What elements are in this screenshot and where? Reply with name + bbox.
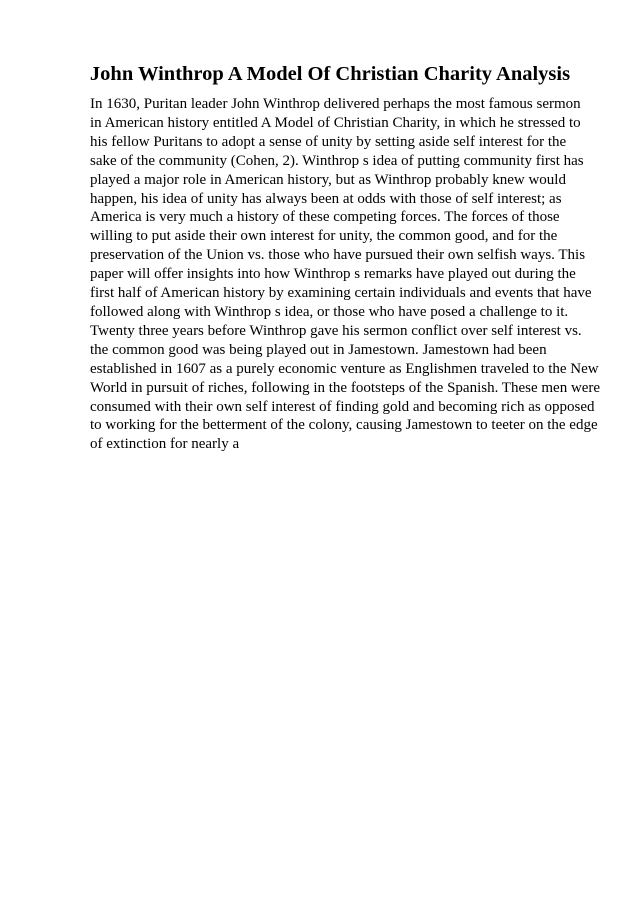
text-line: World in pursuit of riches, following in the footsteps of the Spanish. These men were [90,379,601,396]
text-line: to working for the betterment of the colony, causing Jamestown to teeter on the edge [90,417,598,434]
text-line: played a major role in American history, but as Winthrop probably knew would [90,171,566,188]
document-title: John Winthrop A Model Of Christian Charity Analysis [89,63,571,85]
text-line: first half of American history by examining certain individuals and events that have [90,285,592,302]
text-line: Twenty three years before Winthrop gave his sermon conflict over self interest vs. [90,322,582,339]
text-line: his fellow Puritans to adopt a sense of unity by setting aside self interest for the [90,133,567,150]
text-line: followed along with Winthrop s idea, or those who have posed a challenge to it. [90,303,569,320]
text-line: the common good was being played out in Jamestown. Jamestown had been [90,341,547,358]
text-line: willing to put aside their own interest for unity, the common good, and for the [90,228,558,245]
text-line: sake of the community (Cohen, 2). Winthrop s idea of putting community first has [90,152,584,169]
text-line: paper will offer insights into how Winthrop s remarks have played out during the [90,266,576,283]
text-line: In 1630, Puritan leader John Winthrop delivered perhaps the most famous sermon [90,96,581,112]
text-line: of extinction for nearly a [90,436,240,453]
text-line: consumed with their own self interest of finding gold and becoming rich as opposed [90,398,595,415]
body-paragraph [90,95,610,454]
text-line: America is very much a history of these competing forces. The forces of those [90,209,560,226]
text-line: happen, his idea of unity has always been at odds with those of self interest; as [90,190,562,207]
text-line: in American history entitled A Model of Christian Charity, in which he stressed to [90,114,581,131]
text-line: established in 1607 as a purely economic venture as Englishmen traveled to the New [90,360,599,377]
text-line: preservation of the Union vs. those who have pursued their own selfish ways. This [90,247,586,264]
